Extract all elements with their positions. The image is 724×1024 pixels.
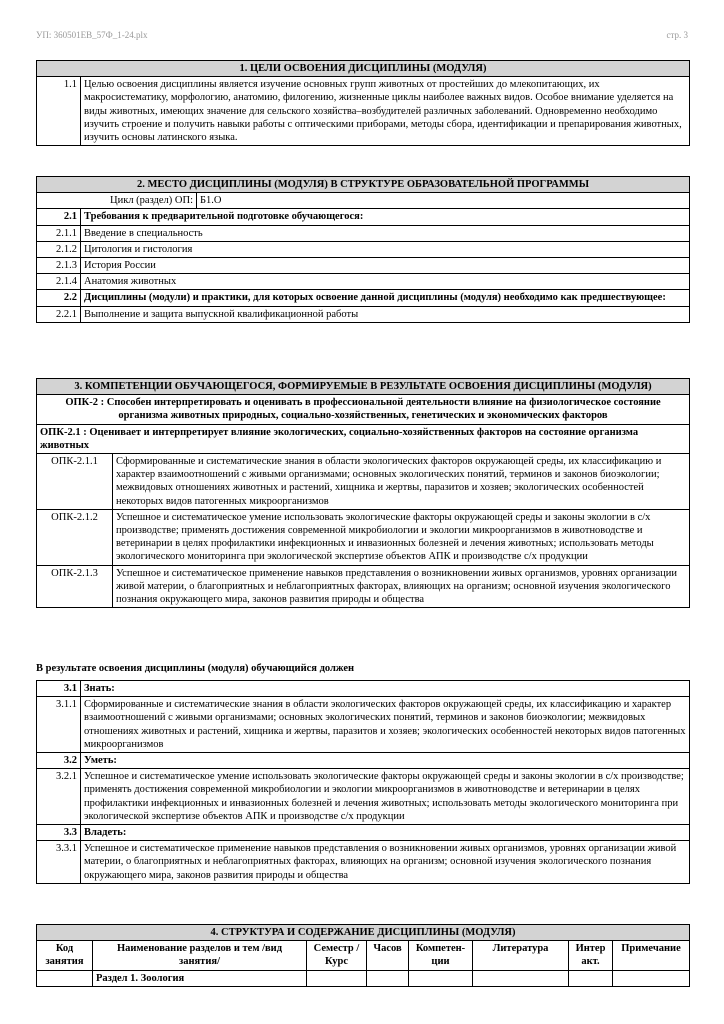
page-number: стр. 3 <box>666 30 688 40</box>
section2-title: 2. МЕСТО ДИСЦИПЛИНЫ (МОДУЛЯ) В СТРУКТУРЕ ОБРАЗОВАТЕЛЬНОЙ ПРОГРАММЫ <box>37 177 690 193</box>
can-item-num: 3.2.1 <box>37 769 81 825</box>
can-item-text: Успешное и систематическое умение использовать экологические факторы окружающей среды и законы экологии в с/х производстве; применять достижения современной микробиологии и экологии микроорганизмов в животноводстве и ветеринарии в целях профилактики инфекционных и инвазионных болезней и лечения животных; использовать методы экологического мониторинга при экологической экспертизе объектов АПК и производстве с/х продукции <box>81 769 690 825</box>
section-row-title: Раздел 1. Зоология <box>93 970 307 986</box>
col-header-competence: Компетен-ции <box>409 941 473 970</box>
section3-title: 3. КОМПЕТЕНЦИИ ОБУЧАЮЩЕГОСЯ, ФОРМИРУЕМЫЕ В РЕЗУЛЬТАТЕ ОСВОЕНИЯ ДИСЦИПЛИНЫ (МОДУЛЯ) <box>37 379 690 395</box>
section4-table <box>36 924 690 987</box>
section-row-cell <box>613 970 690 986</box>
section-row-code <box>37 970 93 986</box>
cycle-value: Б1.О <box>197 193 690 209</box>
col-header-semester: Семестр / Курс <box>307 941 367 970</box>
can-num: 3.2 <box>37 753 81 769</box>
section-row-cell <box>473 970 569 986</box>
own-num: 3.3 <box>37 825 81 841</box>
cycle-label: Цикл (раздел) ОП: <box>37 193 197 209</box>
subsequent-item-num: 2.2.1 <box>37 306 81 322</box>
subsequent-item-text: Выполнение и защита выпускной квалификационной работы <box>81 306 690 322</box>
col-header-literature: Литература <box>473 941 569 970</box>
subsequent-num: 2.2 <box>37 290 81 306</box>
indicator-code: ОПК-2.1.1 <box>37 454 113 510</box>
col-header-interactive: Интер акт. <box>569 941 613 970</box>
prereq-text: Цитология и гистология <box>81 241 690 257</box>
prereq-num: 2.1.4 <box>37 274 81 290</box>
prereq-text: Анатомия животных <box>81 274 690 290</box>
know-item-text: Сформированные и систематические знания в области экологических факторов окружающей среды, их классификацию и характер взаимоотношений с живыми организмами; основных экологических понятий, терминов и законов биоэкологии; межвидовых отношениях животных и растений, хищника и жертвы, паразитов и хозяев; экологических особенностей некоторых видов патогенных микроорганизмов <box>81 697 690 753</box>
prereq-num: 2.1.1 <box>37 225 81 241</box>
can-label: Уметь: <box>81 753 690 769</box>
know-item-num: 3.1.1 <box>37 697 81 753</box>
indicator-text: Сформированные и систематические знания в области экологических факторов окружающей среды, их классификацию и характер взаимоотношений с живыми организмами; основных экологических понятий, терминов и законов биоэкологии; межвидовых отношениях животных и растений, хищника и жертвы, паразитов и хозяев; экологических особенностей некоторых видов патогенных микроорганизмов <box>113 454 690 510</box>
own-item-num: 3.3.1 <box>37 841 81 884</box>
plan-file-label: УП: 360501ЕВ_57Ф_1-24.plx <box>36 30 148 40</box>
know-label: Знать: <box>81 681 690 697</box>
col-header-hours: Часов <box>367 941 409 970</box>
section2-table <box>36 176 690 323</box>
own-item-text: Успешное и систематическое применение навыков представления о возникновении живых организмов, уровнях организации живой материи, о благоприятных и неблагоприятных факторах, влияющих на организм; основной изучения экологического познания окружающего мира, законов развития природы и общества <box>81 841 690 884</box>
opk2-competence: ОПК-2 : Способен интерпретировать и оценивать в профессиональной деятельности влияние на физиологическое состояние организма животных природных, социально-хозяйственных, генетических и экономических факторов <box>37 395 690 424</box>
section-row-cell <box>569 970 613 986</box>
req-num: 2.1 <box>37 209 81 225</box>
prereq-num: 2.1.2 <box>37 241 81 257</box>
section1-text: Целью освоения дисциплины является изучение основных групп животных от простейших до млекопитающих, их макросистематику, морфологию, анатомию, филогению, жизненные циклы наиболее важных видов. Особое внимание уделяется на виды животных, имеющих значение для сельского хозяйства–возбудителей различных заболеваний. Одновременно необходимо изучить строение и получить навыки работы с оптическими приборами, методы сбора, идентификации и препарирования животных, изучить основы латинского языка. <box>81 77 690 146</box>
indicator-code: ОПК-2.1.3 <box>37 565 113 608</box>
page-header <box>36 30 688 46</box>
prereq-text: История России <box>81 258 690 274</box>
indicator-text: Успешное и систематическое применение навыков представления о возникновении живых организмов, уровнях организации живой материи, о благоприятных и неблагоприятных факторах, влияющих на организм; основной изучения экологического познания окружающего мира, законов развития природы и общества <box>113 565 690 608</box>
section1-title: 1. ЦЕЛИ ОСВОЕНИЯ ДИСЦИПЛИНЫ (МОДУЛЯ) <box>37 61 690 77</box>
result-caption: В результате освоения дисциплины (модуля) обучающийся должен <box>36 663 355 674</box>
section-row-cell <box>307 970 367 986</box>
section3-results-table <box>36 680 690 884</box>
prereq-num: 2.1.3 <box>37 258 81 274</box>
col-header-note: Примечание <box>613 941 690 970</box>
section4-title: 4. СТРУКТУРА И СОДЕРЖАНИЕ ДИСЦИПЛИНЫ (МОДУЛЯ) <box>37 925 690 941</box>
prereq-text: Введение в специальность <box>81 225 690 241</box>
section1-num: 1.1 <box>37 77 81 146</box>
section-row-cell <box>367 970 409 986</box>
subsequent-text: Дисциплины (модули) и практики, для которых освоение данной дисциплины (модуля) необходимо как предшествующее: <box>81 290 690 306</box>
know-num: 3.1 <box>37 681 81 697</box>
own-label: Владеть: <box>81 825 690 841</box>
opk21-indicator: ОПК-2.1 : Оценивает и интерпретирует влияние экологических, социально-хозяйственных факторов на состояние организма животных <box>37 424 690 453</box>
req-text: Требования к предварительной подготовке обучающегося: <box>81 209 690 225</box>
indicator-text: Успешное и систематическое умение использовать экологические факторы окружающей среды и законы экологии в с/х производстве; применять достижения современной микробиологии и экологии микроорганизмов в животноводстве и ветеринарии в целях профилактики инфекционных и инвазионных болезней и лечения животных; использовать методы экологического мониторинга при экологической экспертизе объектов АПК и производстве с/х продукции <box>113 509 690 565</box>
section3-table <box>36 378 690 608</box>
col-header-code: Код занятия <box>37 941 93 970</box>
indicator-code: ОПК-2.1.2 <box>37 509 113 565</box>
col-header-name: Наименование разделов и тем /вид занятия/ <box>93 941 307 970</box>
section-row-cell <box>409 970 473 986</box>
section1-table <box>36 60 690 146</box>
